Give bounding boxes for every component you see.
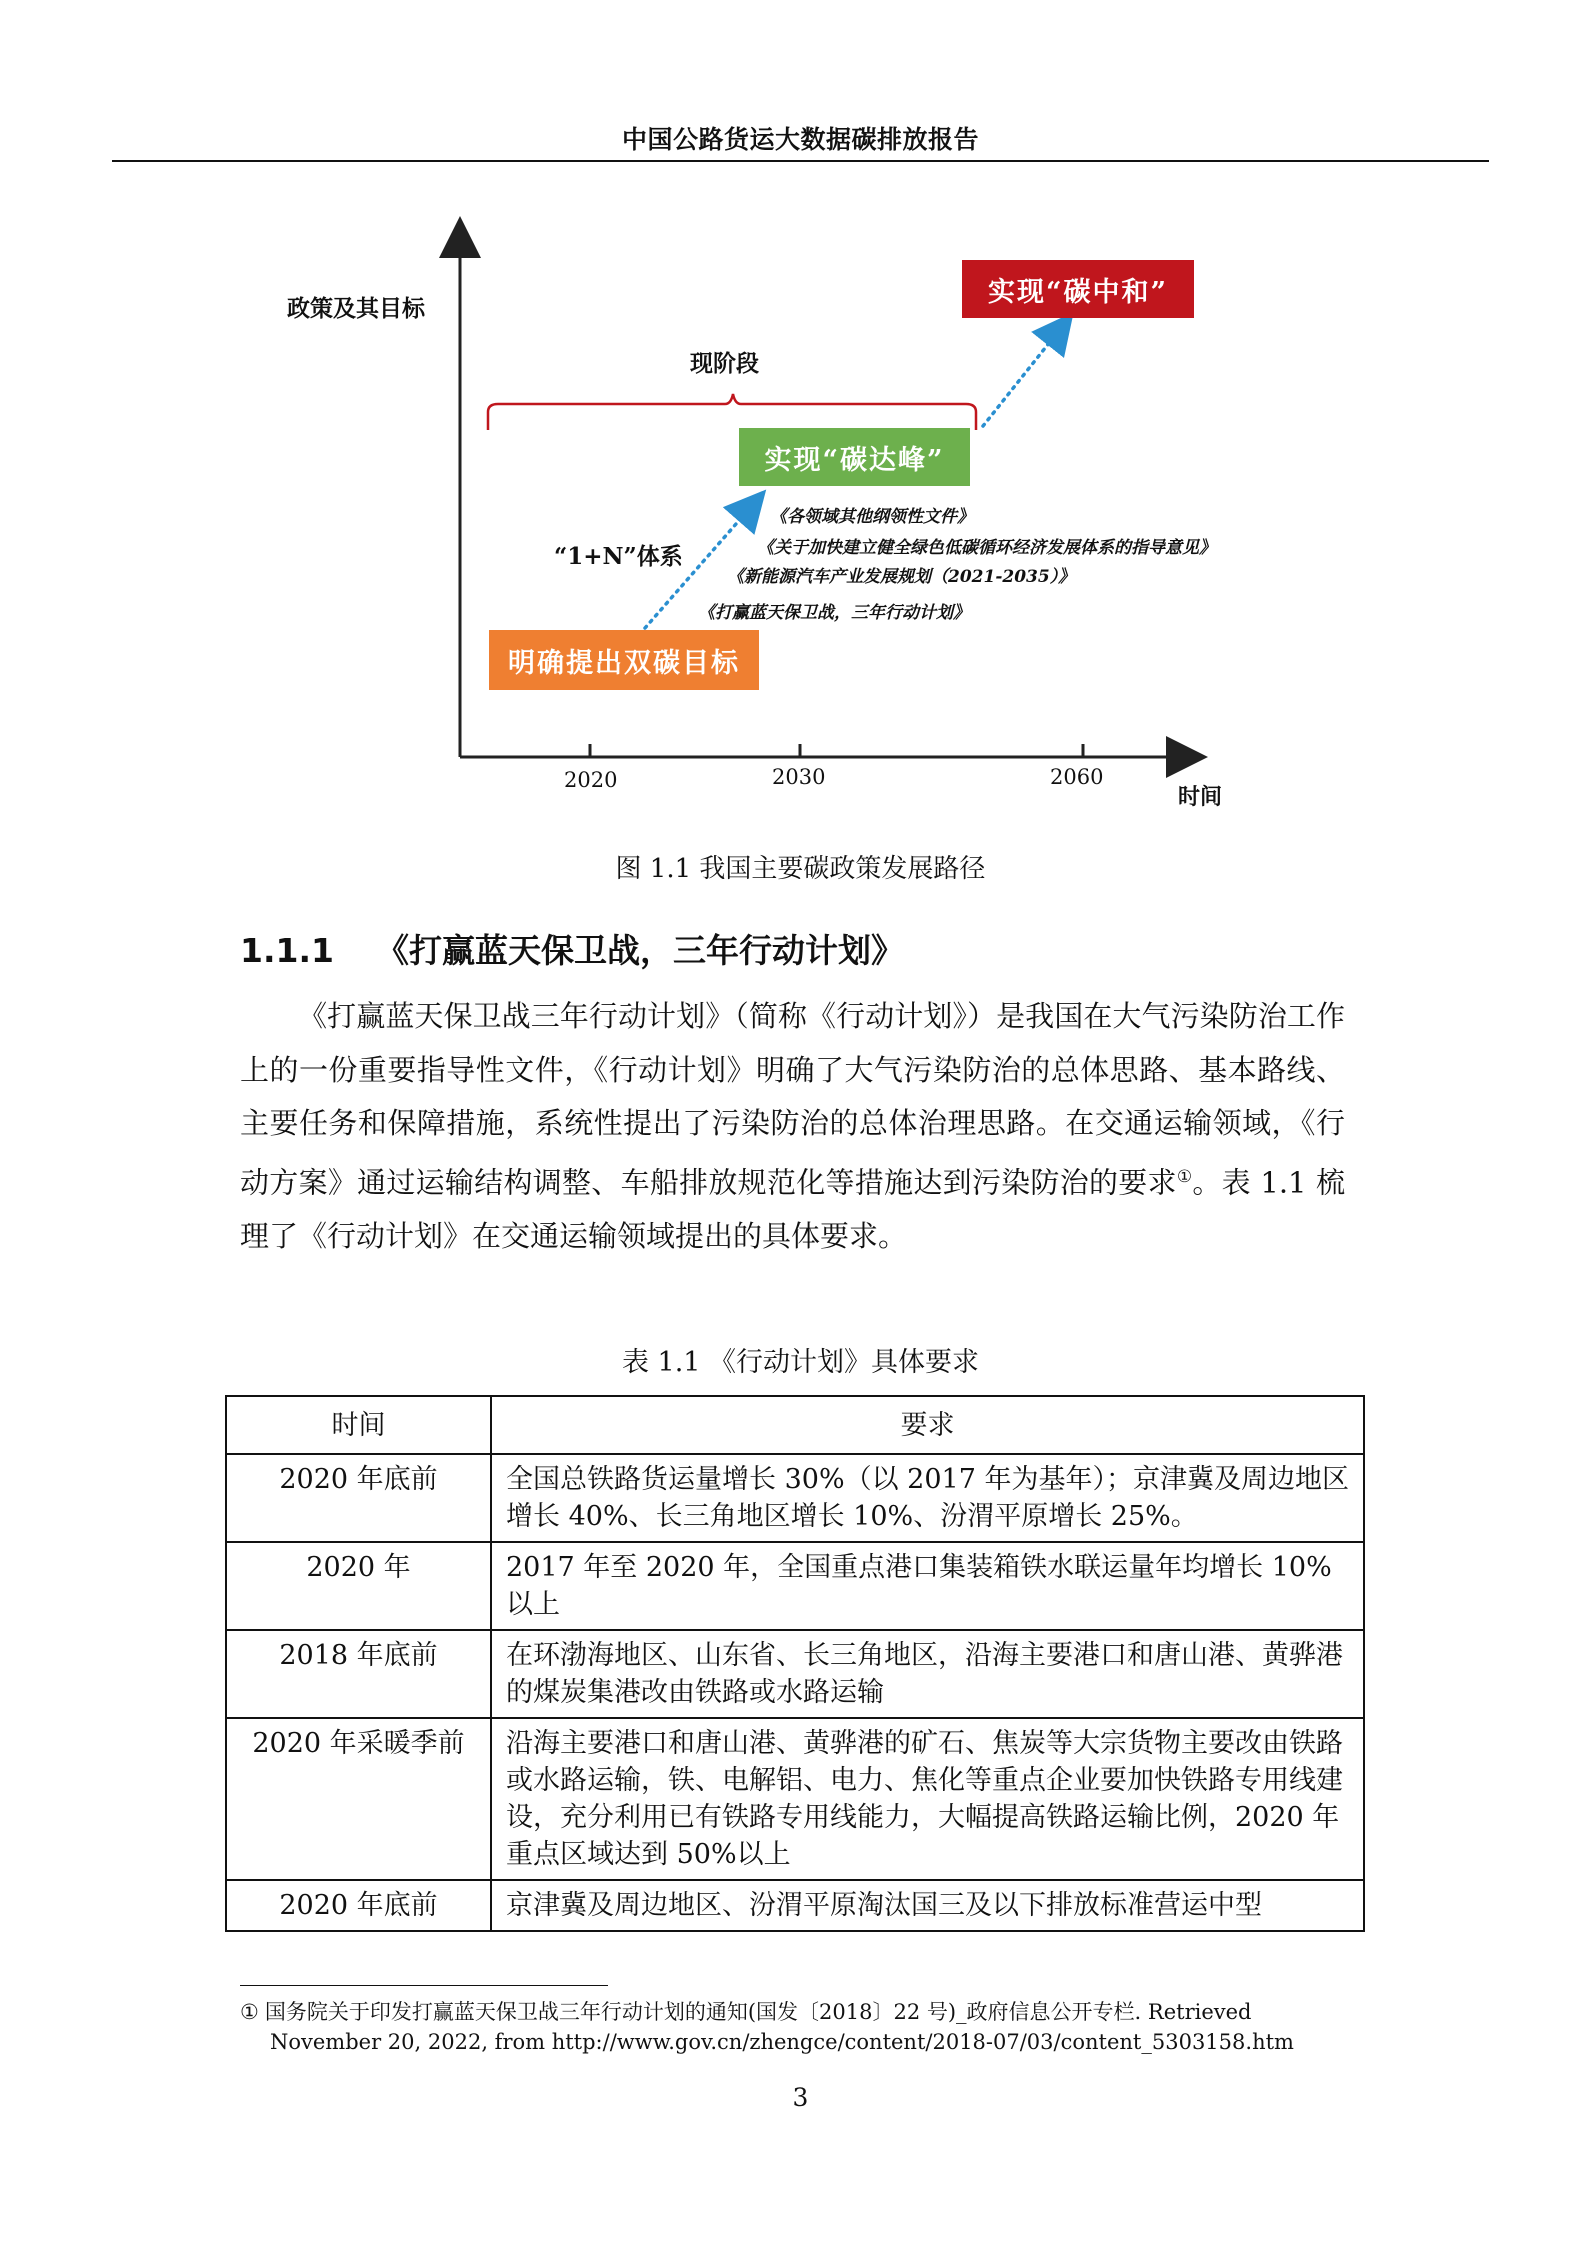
header-time: 时间 (226, 1396, 491, 1454)
row-requirement: 京津冀及周边地区、汾渭平原淘汰国三及以下排放标准营运中型 (491, 1880, 1364, 1931)
dual-carbon-goal-box: 明确提出双碳目标 (489, 630, 759, 690)
table-row (226, 1542, 1364, 1630)
table-header-row (226, 1396, 1364, 1454)
row-time: 2020 年底前 (226, 1880, 491, 1931)
body-paragraph (240, 990, 1345, 1263)
row-requirement: 沿海主要港口和唐山港、黄骅港的矿石、焦炭等大宗货物主要改由铁路或水路运输，铁、电解铝、电力、焦化等重点企业要加快铁路专用线建设，充分利用已有铁路专用线能力，大幅提高铁路运输比例，2020 年重点区域达到 50%以上 (491, 1718, 1364, 1880)
footnote (240, 1997, 1355, 2057)
page-number: 3 (792, 2083, 809, 2112)
table-title: 表 1.1 《行动计划》具体要求 (621, 1347, 980, 1378)
tick-label-2030: 2030 (772, 765, 826, 789)
carbon-neutrality-box: 实现“碳中和” (962, 260, 1194, 318)
row-time: 2020 年底前 (226, 1454, 491, 1542)
header-requirement: 要求 (491, 1396, 1364, 1454)
footnote-reference[interactable]: ① (1176, 1166, 1193, 1187)
x-axis-label: 时间 (1178, 784, 1223, 810)
policy-path-figure (0, 0, 1585, 880)
table-row (226, 1880, 1364, 1931)
requirements-table (225, 1395, 1365, 1932)
arrow-peak-to-goal (983, 323, 1065, 426)
row-time: 2020 年采暖季前 (226, 1718, 491, 1880)
footnote-line1: 国务院关于印发打赢蓝天保卫战三年行动计划的通知(国发〔2018〕22 号)_政府信息公开专栏. Retrieved (264, 2000, 1252, 2024)
document-item: 《打赢蓝天保卫战，三年行动计划》 (698, 603, 970, 623)
document-item: 《关于加快建立健全绿色低碳循环经济发展体系的指导意见》 (757, 538, 1216, 558)
table-row (226, 1718, 1364, 1880)
document-item: 《新能源汽车产业发展规划（2021-2035）》 (727, 567, 1076, 587)
row-requirement: 2017 年至 2020 年，全国重点港口集装箱铁水联运量年均增长 10%以上 (491, 1542, 1364, 1630)
row-time: 2018 年底前 (226, 1630, 491, 1718)
row-time: 2020 年 (226, 1542, 491, 1630)
footnote-line2[interactable]: November 20, 2022, from http://www.gov.cn/zhengce/content/2018-07/03/content_5303158.htm (270, 2030, 1294, 2054)
tick-label-2020: 2020 (564, 768, 618, 792)
row-requirement: 全国总铁路货运量增长 30%（以 2017 年为基年）；京津冀及周边地区增长 40%、长三角地区增长 10%、汾渭平原增长 25%。 (491, 1454, 1364, 1542)
row-requirement: 在环渤海地区、山东省、长三角地区，沿海主要港口和唐山港、黄骅港的煤炭集港改由铁路或水路运输 (491, 1630, 1364, 1718)
section-heading (240, 925, 904, 972)
table-row (226, 1454, 1364, 1542)
figure-caption: 图 1.1 我国主要碳政策发展路径 (615, 854, 986, 884)
footnote-rule (240, 1985, 608, 1986)
tick-label-2060: 2060 (1050, 765, 1104, 789)
stage-label: 现阶段 (690, 350, 759, 377)
stage-bracket (488, 394, 976, 430)
table-row (226, 1630, 1364, 1718)
carbon-peak-box: 实现“碳达峰” (739, 428, 970, 486)
y-axis-label: 政策及其目标 (287, 295, 425, 322)
document-item: 《各领域其他纲领性文件》 (770, 507, 974, 527)
paragraph-tail-text: 。表 1.1 梳理了《行动计划》在交通运输领域提出的具体要求。 (240, 1165, 1345, 1253)
section-number: 1.1.1 (240, 931, 334, 970)
section-title-text: 《打赢蓝天保卫战，三年行动计划》 (375, 931, 904, 970)
one-plus-n-system-label: “1+N”体系 (554, 543, 683, 570)
paragraph-main-text: 《打赢蓝天保卫战三年行动计划》（简称《行动计划》）是我国在大气污染防治工作上的一份重要指导性文件，《行动计划》明确了大气污染防治的总体思路、基本路线、主要任务和保障措施，系统性提出了污染防治的总体治理思路。在交通运输领域，《行动方案》通过运输结构调整、车船排放规范化等措施达到污染防治的要求 (240, 999, 1345, 1200)
running-header: 中国公路货运大数据碳排放报告 (621, 125, 979, 154)
footnote-mark: ① (240, 2000, 259, 2024)
